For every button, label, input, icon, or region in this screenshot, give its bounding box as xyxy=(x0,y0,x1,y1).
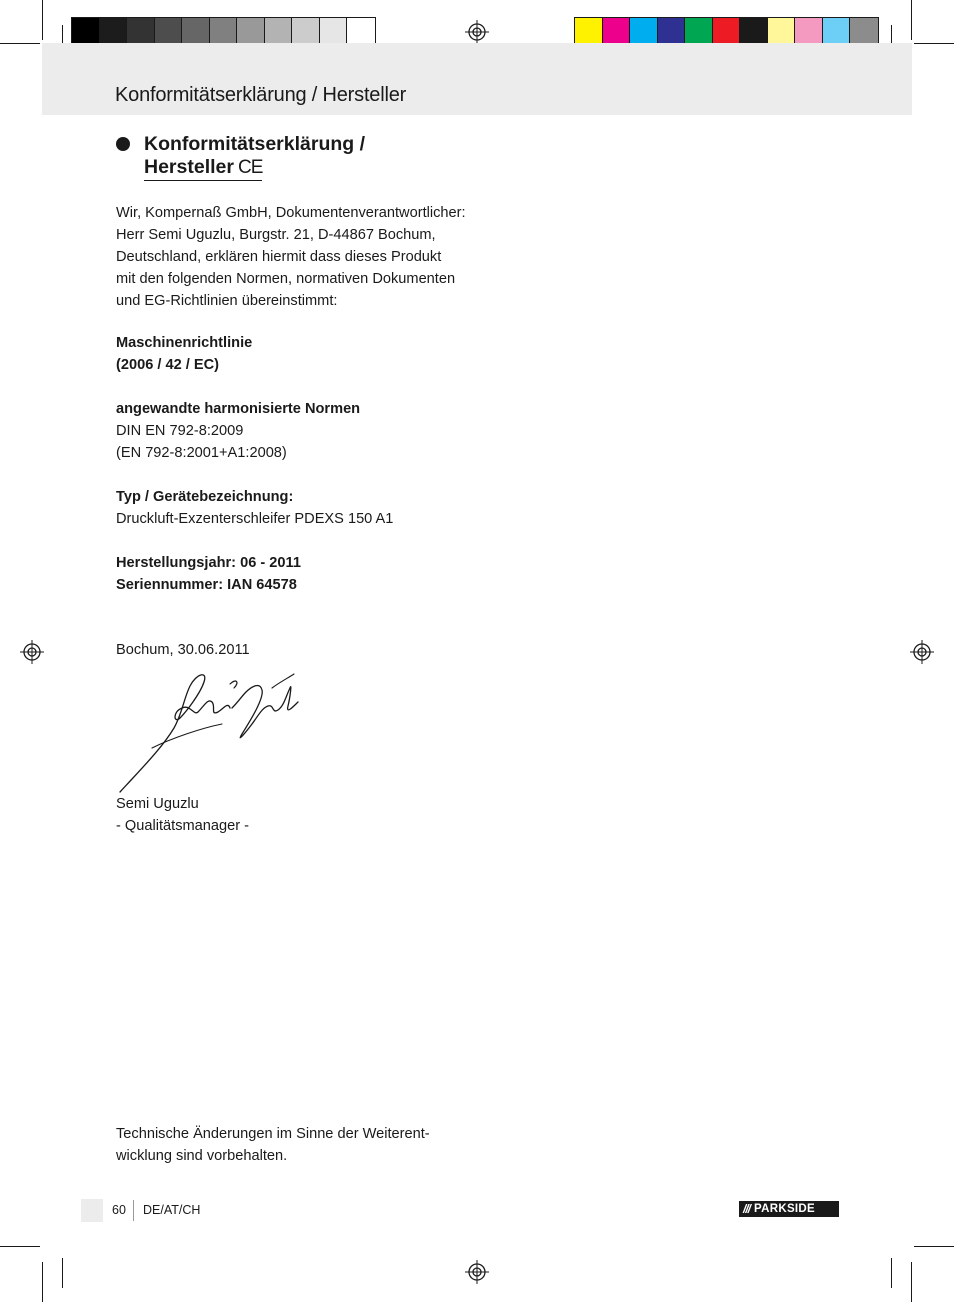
footer-marker xyxy=(81,1199,103,1222)
color-swatch xyxy=(823,18,851,46)
page-number: 60 xyxy=(112,1203,126,1217)
gray-swatch xyxy=(182,18,210,46)
note-line: Technische Änderungen im Sinne der Weiterent- xyxy=(116,1126,430,1142)
technical-note xyxy=(116,1123,430,1167)
signatory-block xyxy=(116,793,249,837)
gray-swatch xyxy=(265,18,293,46)
section-heading xyxy=(144,133,365,181)
color-swatch xyxy=(630,18,658,46)
intro-line: mit den folgenden Normen, normativen Dokumenten xyxy=(116,271,456,287)
serial-number: Seriennummer: IAN 64578 xyxy=(116,577,297,593)
note-line: wicklung sind vorbehalten. xyxy=(116,1148,288,1164)
color-swatch xyxy=(713,18,741,46)
intro-line: Herr Semi Uguzlu, Burgstr. 21, D-44867 Bochum, xyxy=(116,227,436,243)
place-date: Bochum, 30.06.2011 xyxy=(116,642,250,658)
signatory-role: - Qualitätsmanager - xyxy=(116,818,250,834)
ce-mark-icon: CE xyxy=(237,157,263,178)
crop-mark xyxy=(62,1258,63,1288)
type-block xyxy=(116,486,393,530)
production-block xyxy=(116,552,301,596)
gray-swatch xyxy=(72,18,100,46)
gray-swatch xyxy=(127,18,155,46)
color-swatch xyxy=(740,18,768,46)
section-heading-text: Hersteller xyxy=(144,156,234,178)
type-heading: Typ / Gerätebezeichnung: xyxy=(116,489,294,505)
signatory-name: Semi Uguzlu xyxy=(116,796,199,812)
brand-stripes-icon: /// xyxy=(743,1202,751,1216)
directive-name: Maschinenrichtlinie xyxy=(116,335,253,351)
directive-number: (2006 / 42 / EC) xyxy=(116,357,220,373)
crop-mark xyxy=(911,1262,912,1302)
crop-mark xyxy=(911,0,912,40)
page-title: Konformitätserklärung / Hersteller xyxy=(115,84,407,106)
production-year: Herstellungsjahr: 06 - 2011 xyxy=(116,555,301,571)
gray-swatch xyxy=(347,18,375,46)
type-value: Druckluft-Exzenterschleifer PDEXS 150 A1 xyxy=(116,511,394,527)
section-heading-line2 xyxy=(144,156,262,181)
standards-heading: angewandte harmonisierte Normen xyxy=(116,401,361,417)
color-swatch xyxy=(575,18,603,46)
gray-swatch xyxy=(237,18,265,46)
intro-line: Deutschland, erklären hiermit dass dieses Produkt xyxy=(116,249,442,265)
intro-line: Wir, Kompernaß GmbH, Dokumentenverantwortlicher: xyxy=(116,205,466,221)
registration-mark-icon xyxy=(910,640,934,664)
standards-block xyxy=(116,398,360,464)
brand-name: PARKSIDE xyxy=(754,1203,815,1215)
registration-mark-icon xyxy=(20,640,44,664)
directive xyxy=(116,332,252,376)
gray-swatch xyxy=(210,18,238,46)
footer-divider xyxy=(133,1200,134,1221)
registration-mark-icon xyxy=(465,1260,489,1284)
standard-line: DIN EN 792-8:2009 xyxy=(116,423,244,439)
color-swatch xyxy=(658,18,686,46)
intro-paragraph xyxy=(116,202,466,312)
standard-line: (EN 792-8:2001+A1:2008) xyxy=(116,445,287,461)
color-swatch xyxy=(795,18,823,46)
crop-mark xyxy=(0,1246,40,1247)
crop-mark xyxy=(891,1258,892,1288)
color-swatch xyxy=(685,18,713,46)
language-codes: DE/AT/CH xyxy=(143,1203,201,1217)
gray-swatch xyxy=(155,18,183,46)
intro-line: und EG-Richtlinien übereinstimmt: xyxy=(116,293,338,309)
bullet-icon xyxy=(116,137,130,151)
brand-logo xyxy=(739,1201,839,1217)
crop-mark xyxy=(42,0,43,40)
gray-swatch xyxy=(320,18,348,46)
color-swatch xyxy=(603,18,631,46)
gray-swatch xyxy=(100,18,128,46)
crop-mark xyxy=(0,43,40,44)
section-heading-line1: Konformitätserklärung / xyxy=(144,133,366,155)
crop-mark xyxy=(42,1262,43,1302)
crop-mark xyxy=(914,1246,954,1247)
color-swatch xyxy=(850,18,878,46)
crop-mark xyxy=(914,43,954,44)
color-swatch xyxy=(768,18,796,46)
gray-swatch xyxy=(292,18,320,46)
registration-mark-icon xyxy=(465,20,489,44)
signature-image xyxy=(112,668,302,798)
